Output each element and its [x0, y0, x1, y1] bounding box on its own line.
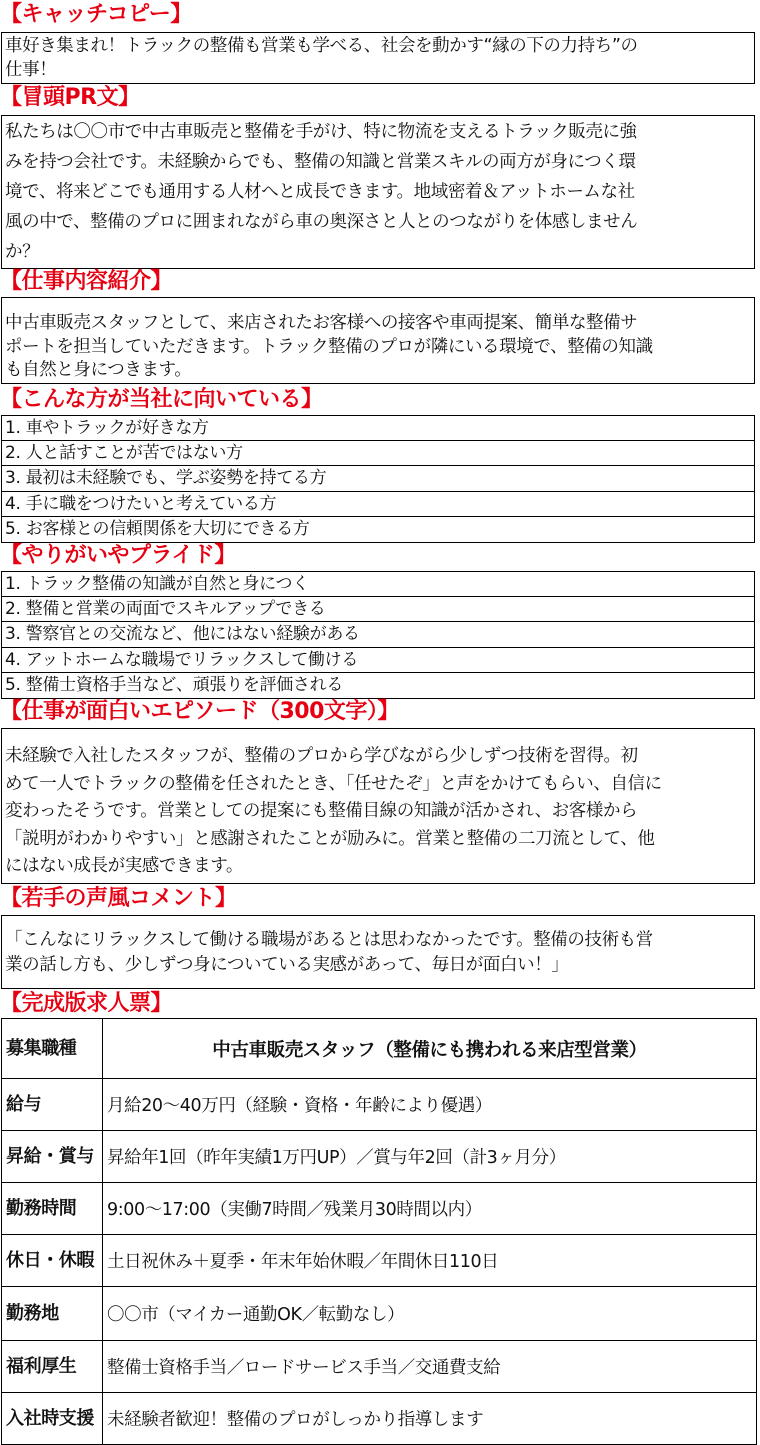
table-key: 休日・休暇: [2, 1235, 103, 1287]
table-row: [2, 1235, 757, 1287]
table-row: [2, 1079, 757, 1131]
table-row: [2, 1019, 757, 1079]
table-value: 9:00～17:00（実働7時間／残業月30時間以内）: [103, 1183, 757, 1235]
pr-line: 境で、将来どこでも通用する人材へと成長できます。地域密着＆アットホームな社: [5, 182, 635, 202]
table-row: [2, 1287, 757, 1341]
pr-box: [1, 115, 755, 269]
heading-catchcopy: 【キャッチコピー】: [0, 2, 192, 27]
episode-line: 未経験で入社したスタッフが、整備のプロから学びながら少しずつ技術を習得。初: [5, 746, 638, 766]
job-intro-line: も自然と身につきます。: [5, 360, 192, 380]
catchcopy-box: [1, 32, 755, 84]
catchcopy-line: 仕事！: [5, 60, 57, 80]
table-key: 入社時支援: [2, 1393, 103, 1445]
pride-item: 4. アットホームな職場でリラックスして働ける: [1, 648, 755, 674]
table-value: 昇給年1回（昨年実績1万円UP）／賞与年2回（計3ヶ月分）: [103, 1131, 757, 1183]
pr-line: か？: [5, 242, 40, 262]
table-key: 勤務時間: [2, 1183, 103, 1235]
heading-suited: 【こんな方が当社に向いている】: [0, 387, 323, 412]
table-key: 福利厚生: [2, 1341, 103, 1393]
pr-line: 風の中で、整備のプロに囲まれながら車の奥深さと人とのつながりを体感しません: [5, 212, 638, 232]
pr-line: みを持つ会社です。未経験からでも、整備の知識と営業スキルの両方が身につく環: [5, 152, 636, 172]
table-row: [2, 1183, 757, 1235]
heading-comment: 【若手の声風コメント】: [0, 886, 237, 911]
pr-line: 私たちは〇〇市で中古車販売と整備を手がけ、特に物流を支えるトラック販売に強: [5, 122, 637, 142]
comment-line: 業の話し方も、少しずつ身についている実感があって、毎日が面白い！」: [5, 955, 569, 975]
table-value: 土日祝休み＋夏季・年末年始休暇／年間休日110日: [103, 1235, 757, 1287]
episode-box: [1, 728, 755, 884]
pride-item: 1. トラック整備の知識が自然と身につく: [1, 571, 755, 597]
heading-pride: 【やりがいやプライド】: [0, 543, 236, 568]
suited-item: 3. 最初は未経験でも、学ぶ姿勢を持てる方: [1, 466, 755, 492]
pride-item: 5. 整備士資格手当など、頑張りを評価される: [1, 673, 755, 699]
table-value: 整備士資格手当／ロードサービス手当／交通費支給: [103, 1341, 757, 1393]
heading-pr: 【冒頭PR文】: [0, 85, 140, 110]
job-intro-line: ポートを担当していただきます。トラック整備のプロが隣にいる環境で、整備の知識: [5, 336, 653, 357]
table-row: [2, 1393, 757, 1445]
episode-line: 「説明がわかりやすい」と感謝されたことが励みに。営業と整備の二刀流として、他: [5, 828, 655, 849]
suited-list: [1, 415, 755, 543]
heading-episode: 【仕事が面白いエピソード（300文字）】: [0, 699, 399, 724]
table-key: 募集職種: [2, 1019, 103, 1079]
job-intro-box: [1, 297, 755, 384]
pride-list: [1, 571, 755, 699]
table-value: 未経験者歓迎！整備のプロがしっかり指導します: [103, 1393, 757, 1445]
heading-job-intro: 【仕事内容紹介】: [0, 269, 173, 294]
suited-item: 1. 車やトラックが好きな方: [1, 415, 755, 441]
table-key: 昇給・賞与: [2, 1131, 103, 1183]
episode-line: にはない成長が実感できます。: [5, 856, 243, 876]
table-value: 月給20～40万円（経験・資格・年齢により優遇）: [103, 1079, 757, 1131]
table-key: 勤務地: [2, 1287, 103, 1341]
catchcopy-line: 車好き集まれ！トラックの整備も営業も学べる、社会を動かす“縁の下の力持ち”の: [5, 36, 638, 56]
table-row: [2, 1341, 757, 1393]
table-value: 〇〇市（マイカー通勤OK／転勤なし）: [103, 1287, 757, 1341]
suited-item: 5. お客様との信頼関係を大切にできる方: [1, 517, 755, 543]
table-value: 中古車販売スタッフ（整備にも携われる来店型営業）: [103, 1019, 757, 1079]
comment-line: 「こんなにリラックスして働ける職場があるとは思わなかったです。整備の技術も営: [5, 930, 653, 950]
pride-item: 3. 警察官との交流など、他にはない経験がある: [1, 622, 755, 648]
comment-box: [1, 915, 755, 989]
pride-item: 2. 整備と営業の両面でスキルアップできる: [1, 597, 755, 623]
job-posting-table: [1, 1018, 757, 1445]
table-key: 給与: [2, 1079, 103, 1131]
episode-line: 変わったそうです。営業としての提案にも整備目線の知識が活かされ、お客様から: [5, 801, 638, 821]
suited-item: 4. 手に職をつけたいと考えている方: [1, 492, 755, 518]
episode-line: めて一人でトラックの整備を任されたとき、「任せたぞ」と声をかけてもらい、自信に: [5, 773, 662, 794]
heading-job-posting: 【完成版求人票】: [0, 991, 173, 1016]
table-row: [2, 1131, 757, 1183]
suited-item: 2. 人と話すことが苦ではない方: [1, 441, 755, 467]
job-intro-line: 中古車販売スタッフとして、来店されたお客様への接客や車両提案、簡単な整備サ: [5, 313, 638, 333]
